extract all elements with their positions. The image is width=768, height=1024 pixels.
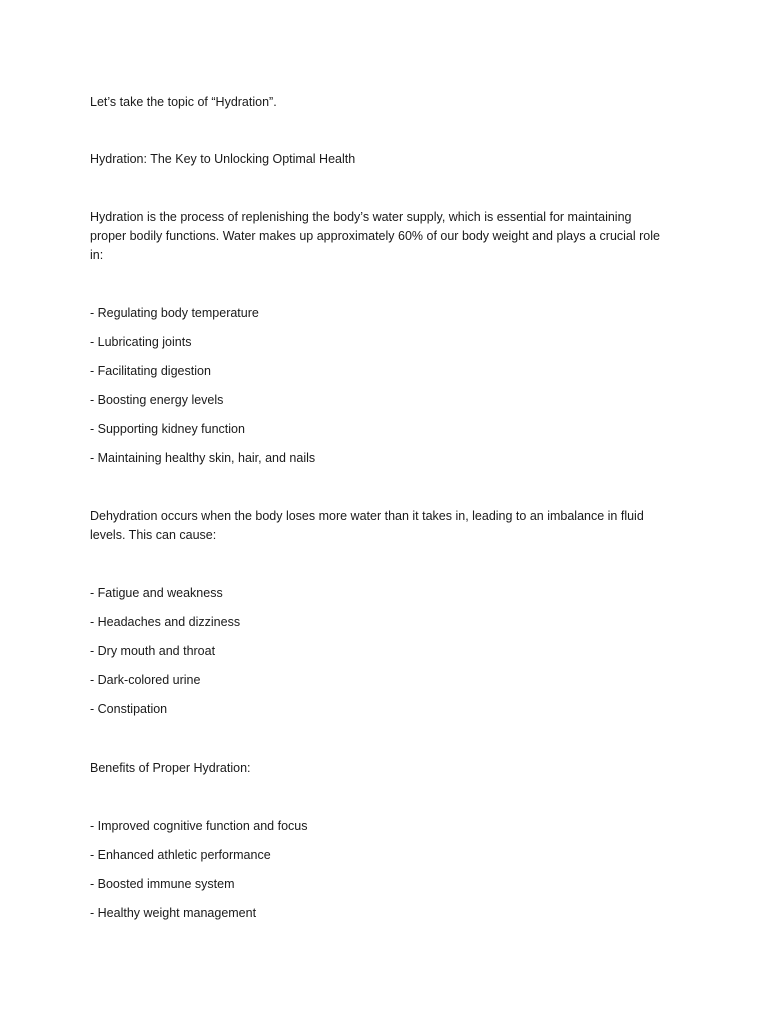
intro-text: Let’s take the topic of “Hydration”. [90,95,277,109]
list-item-benefit: - Healthy weight management [90,906,257,920]
list-item-benefit: - Boosted immune system [90,877,235,891]
list-item-role: - Maintaining healthy skin, hair, and nails [90,451,316,465]
dehydration-line: levels. This can cause: [90,528,217,542]
definition-paragraph [90,208,682,265]
definition-line: Hydration is the process of replenishing the body’s water supply, which is essential for maintaining [90,210,632,224]
list-item-role: - Facilitating digestion [90,364,211,378]
list-item-benefit: - Improved cognitive function and focus [90,819,308,833]
list-item-symptom: - Headaches and dizziness [90,615,241,629]
list-item-role: - Supporting kidney function [90,422,245,436]
definition-line: proper bodily functions. Water makes up approximately 60% of our body weight and plays a crucial role [90,229,660,243]
document-title: Hydration: The Key to Unlocking Optimal Health [90,152,356,166]
list-item-symptom: - Dark-colored urine [90,673,201,687]
dehydration-paragraph [90,507,682,545]
list-item-role: - Boosting energy levels [90,393,224,407]
definition-line: in: [90,248,104,262]
list-item-symptom: - Dry mouth and throat [90,644,216,658]
list-item-role: - Regulating body temperature [90,306,259,320]
dehydration-line: Dehydration occurs when the body loses more water than it takes in, leading to an imbalance in fluid [90,509,644,523]
list-item-symptom: - Constipation [90,702,168,716]
benefits-heading: Benefits of Proper Hydration: [90,761,251,775]
list-item-benefit: - Enhanced athletic performance [90,848,271,862]
list-item-role: - Lubricating joints [90,335,192,349]
list-item-symptom: - Fatigue and weakness [90,586,223,600]
